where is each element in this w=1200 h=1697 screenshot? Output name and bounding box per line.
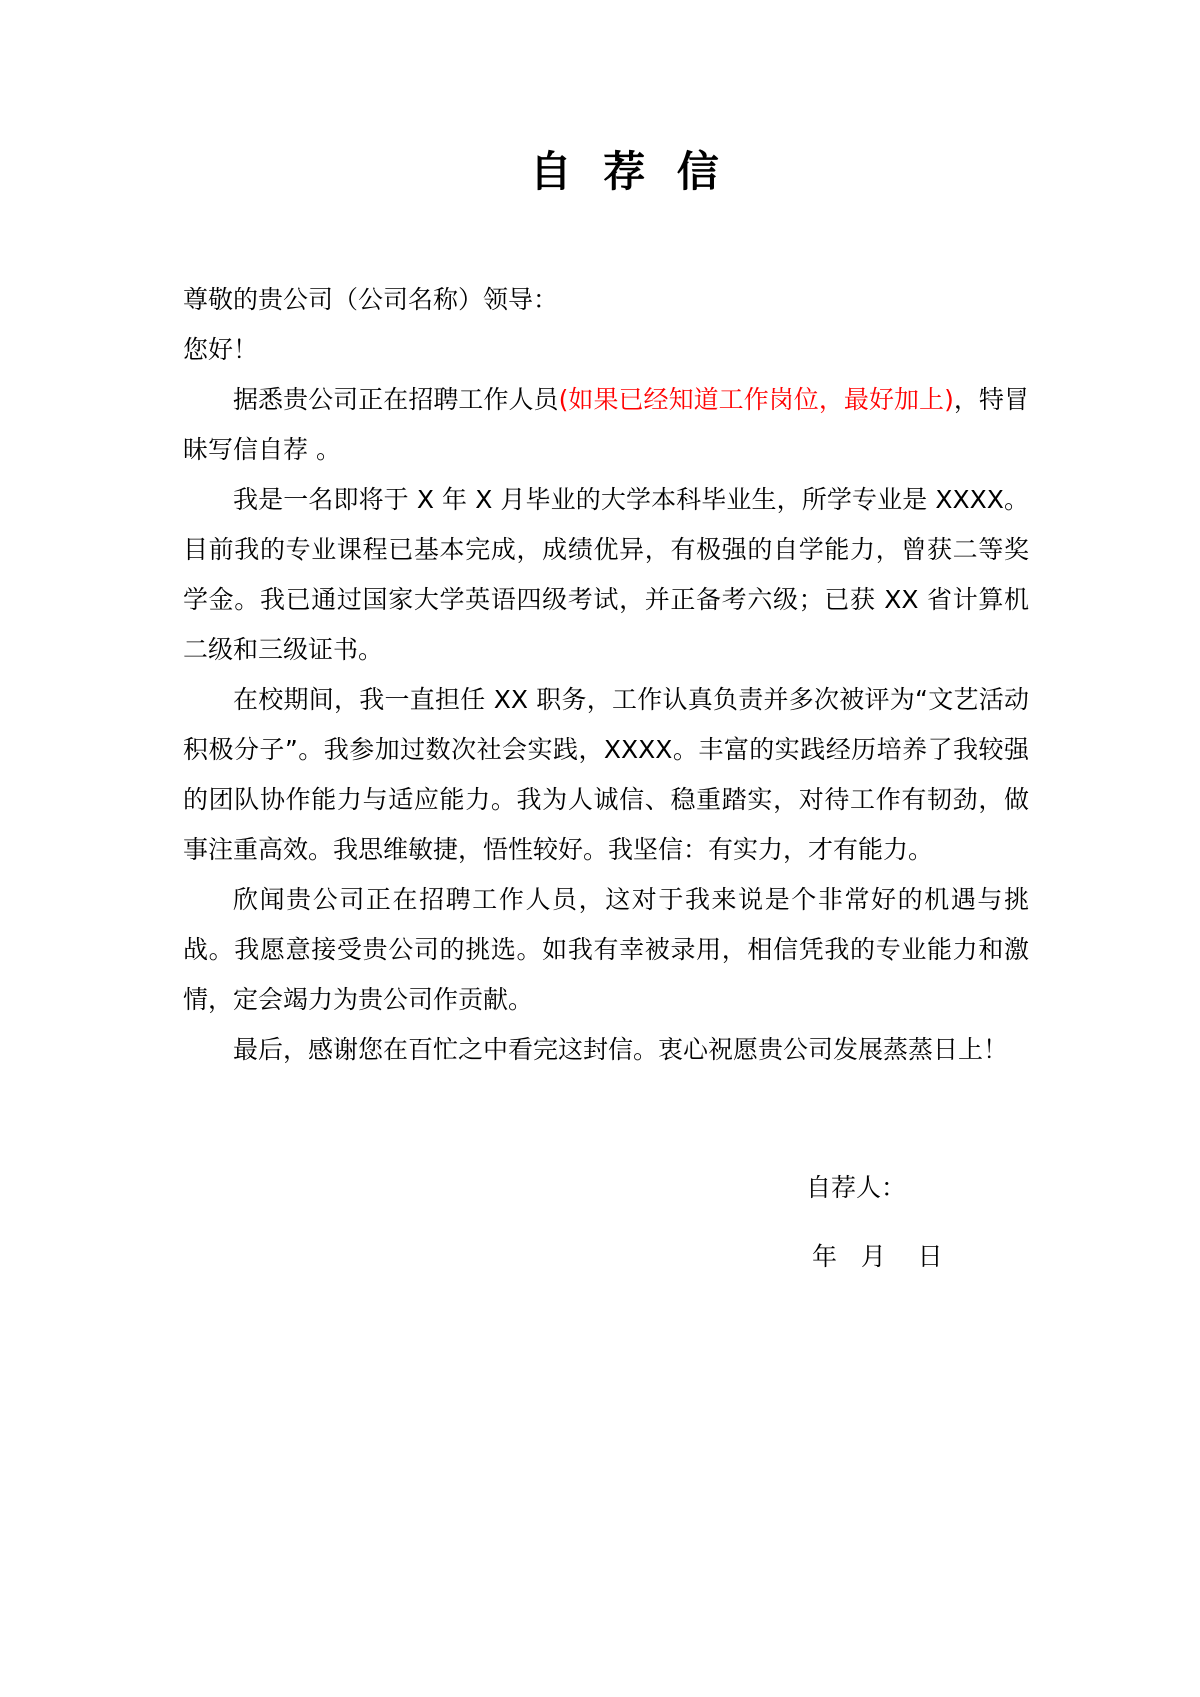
signature-label: 自荐人： xyxy=(806,1173,907,1202)
salutation: 尊敬的贵公司（公司名称）领导： xyxy=(183,285,559,314)
paragraph-intro-start: 据悉贵公司正在招聘工作人员 xyxy=(233,385,559,414)
paragraph-intro-end: ，特冒昧写信自荐 。 xyxy=(183,385,1029,464)
greeting: 您好！ xyxy=(183,335,259,364)
paragraph-education: 我是一名即将于 X 年 X 月毕业的大学本科毕业生，所学专业是 XXXX。目前我的专业课程已基本完成，成绩优异，有极强的自学能力，曾获二等奖学金。我已通过国家大学英语四级考试，并正备考六级；已获 XX 省计算机二级和三级证书。 xyxy=(183,485,1029,664)
signature-date: 年 月 日 xyxy=(812,1242,943,1271)
letter-body xyxy=(183,275,1029,1075)
paragraph-intro-note: (如果已经知道工作岗位，最好加上) xyxy=(558,385,954,414)
paragraph-motivation: 欣闻贵公司正在招聘工作人员，这对于我来说是个非常好的机遇与挑战。我愿意接受贵公司的挑选。如我有幸被录用，相信凭我的专业能力和激情，定会竭力为贵公司作贡献。 xyxy=(183,885,1029,1014)
paragraph-closing: 最后，感谢您在百忙之中看完这封信。衷心祝愿贵公司发展蒸蒸日上！ xyxy=(233,1035,1009,1064)
document-title: 自荐信 xyxy=(529,147,751,196)
paragraph-intro xyxy=(183,375,1029,475)
paragraph-experience: 在校期间，我一直担任 XX 职务，工作认真负责并多次被评为“文艺活动积极分子”。我参加过数次社会实践，XXXX。丰富的实践经历培养了我较强的团队协作能力与适应能力。我为人诚信、稳重踏实，对待工作有韧劲，做事注重高效。我思维敏捷，悟性较好。我坚信：有实力，才有能力。 xyxy=(183,685,1029,864)
